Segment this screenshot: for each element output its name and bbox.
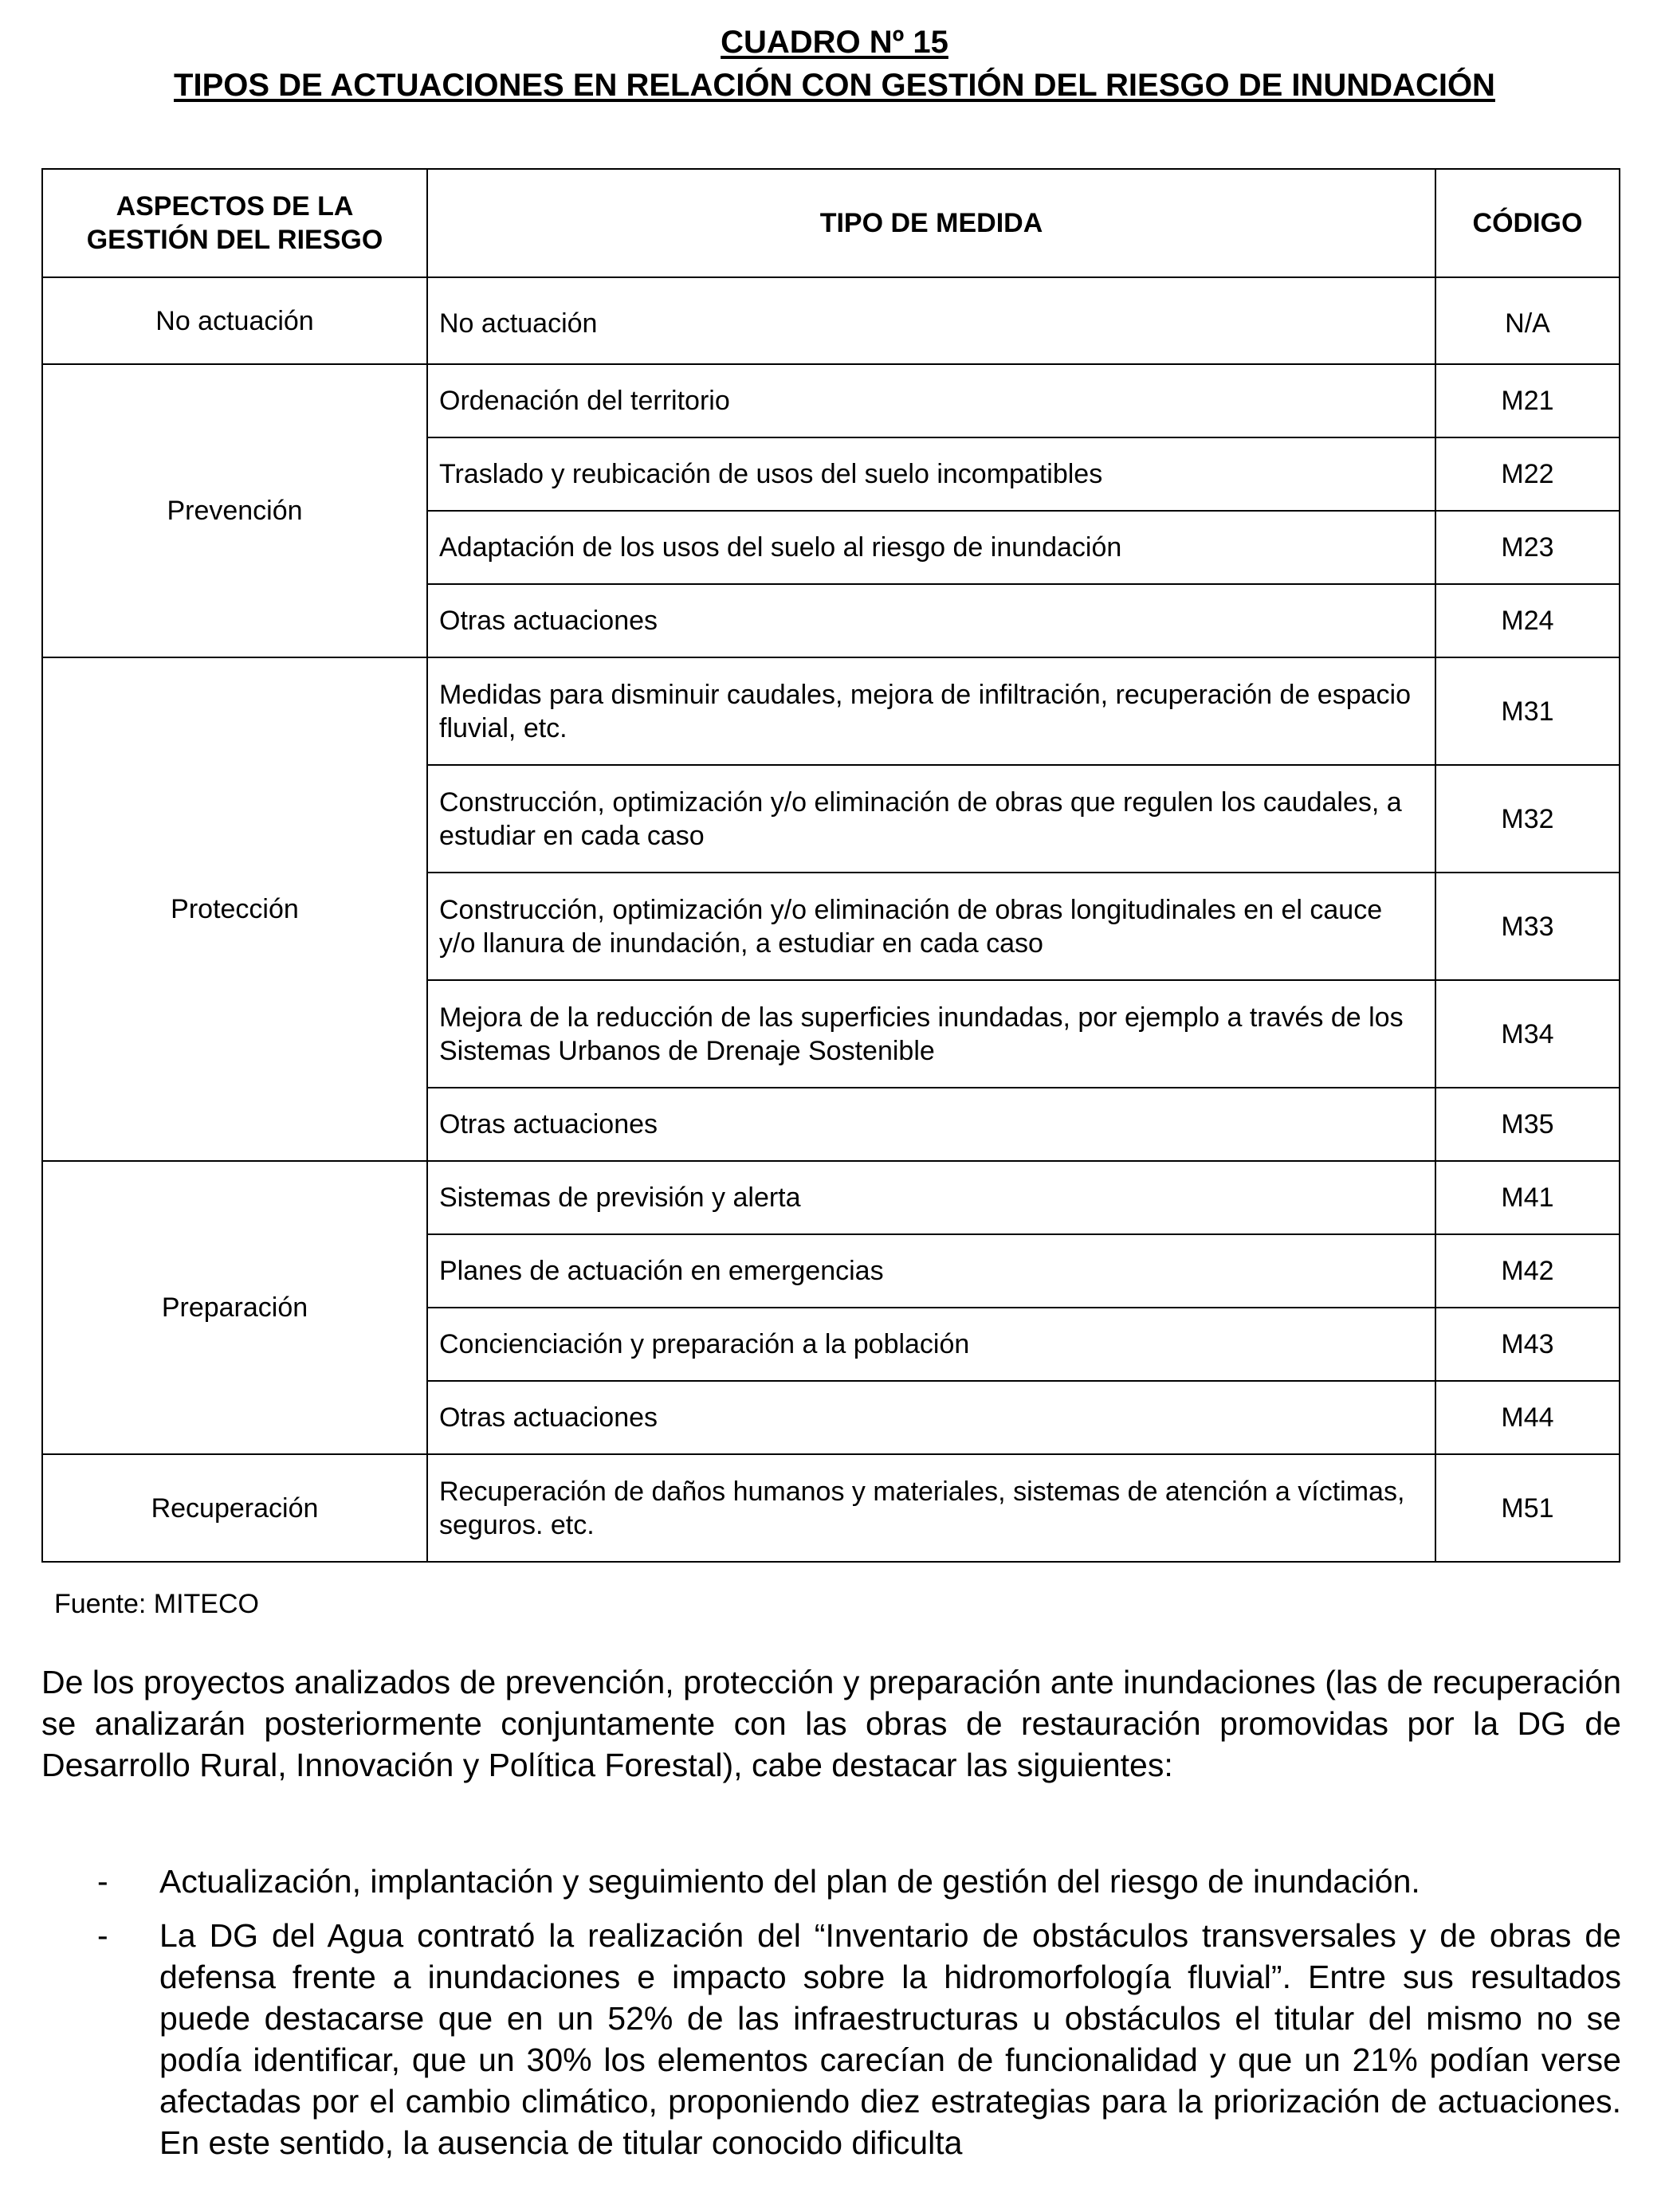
measure-cell: Ordenación del territorio [427,364,1435,437]
measure-cell: Otras actuaciones [427,584,1435,657]
aspect-cell: Preparación [42,1161,427,1454]
table-row [42,1161,1620,1234]
measure-cell: Mejora de la reducción de las superficies inundadas, por ejemplo a través de los Sistemas Urbanos de Drenaje Sostenible [427,980,1435,1088]
code-cell: M31 [1435,657,1620,765]
aspect-cell: Protección [42,657,427,1161]
list-item [41,1861,1621,1902]
measure-cell: Concienciación y preparación a la población [427,1308,1435,1381]
bullet-marker: - [97,1863,108,1900]
code-cell: M21 [1435,364,1620,437]
list-item-text: Actualización, implantación y seguimiento del plan de gestión del riesgo de inundación. [159,1863,1420,1900]
aspect-cell: Prevención [42,364,427,657]
table-header-row [42,169,1620,277]
body-paragraph: De los proyectos analizados de prevención, protección y preparación ante inundaciones (las de recuperación se analizarán posteriormente conjuntamente con las obras de restauración promovidas por la DG de Desarrollo Rural, Innovación y Política Forestal), cabe destacar las siguientes: [41,1664,1621,1783]
bullet-list [41,1861,1621,2176]
code-cell: N/A [1435,277,1620,364]
code-cell: M22 [1435,437,1620,511]
code-cell: M24 [1435,584,1620,657]
table-row [42,364,1620,437]
measure-cell: Traslado y reubicación de usos del suelo incompatibles [427,437,1435,511]
code-cell: M43 [1435,1308,1620,1381]
bullet-marker: - [97,1917,108,1954]
measure-cell: Sistemas de previsión y alerta [427,1161,1435,1234]
code-cell: M32 [1435,765,1620,873]
table-title: TIPOS DE ACTUACIONES EN RELACIÓN CON GESTIÓN DEL RIESGO DE INUNDACIÓN [174,68,1495,103]
header-codigo: CÓDIGO [1435,169,1620,277]
code-cell: M42 [1435,1234,1620,1308]
header-aspectos: ASPECTOS DE LA GESTIÓN DEL RIESGO [42,169,427,277]
measure-cell: No actuación [427,277,1435,364]
measure-cell: Otras actuaciones [427,1381,1435,1454]
measure-cell: Medidas para disminuir caudales, mejora de infiltración, recuperación de espacio fluvial, etc. [427,657,1435,765]
code-cell: M35 [1435,1088,1620,1161]
aspect-cell: Recuperación [42,1454,427,1562]
table-source-note: Fuente: MITECO [54,1589,259,1619]
table-number-title: CUADRO Nº 15 [721,25,948,60]
header-tipo-medida: TIPO DE MEDIDA [427,169,1435,277]
code-cell: M23 [1435,511,1620,584]
table-row [42,1454,1620,1562]
code-cell: M44 [1435,1381,1620,1454]
measure-cell: Otras actuaciones [427,1088,1435,1161]
code-cell: M34 [1435,980,1620,1088]
measures-table [41,168,1620,1563]
measure-cell: Construcción, optimización y/o eliminación de obras longitudinales en el cauce y/o llanura de inundación, a estudiar en cada caso [427,873,1435,980]
code-cell: M41 [1435,1161,1620,1234]
table-row [42,277,1620,364]
code-cell: M51 [1435,1454,1620,1562]
table-row [42,657,1620,765]
code-cell: M33 [1435,873,1620,980]
list-item [41,1915,1621,2163]
measure-cell: Recuperación de daños humanos y materiales, sistemas de atención a víctimas, seguros. etc. [427,1454,1435,1562]
measure-cell: Planes de actuación en emergencias [427,1234,1435,1308]
measure-cell: Adaptación de los usos del suelo al riesgo de inundación [427,511,1435,584]
list-item-text: La DG del Agua contrató la realización del “Inventario de obstáculos transversales y de obras de defensa frente a inundaciones e impacto sobre la hidromorfología fluvial”. Entre sus resultados puede destacarse que en un 52% de las infraestructuras u obstáculos el titular del mismo no se podía identificar, que un 30% los elementos carecían de funcionalidad y que un 21% podían verse afectadas por el cambio climático, proponiendo diez estrategias para la priorización de actuaciones. En este sentido, la ausencia de titular conocido dificulta [159,1917,1621,2161]
aspect-cell: No actuación [42,277,427,364]
measure-cell: Construcción, optimización y/o eliminación de obras que regulen los caudales, a estudiar en cada caso [427,765,1435,873]
